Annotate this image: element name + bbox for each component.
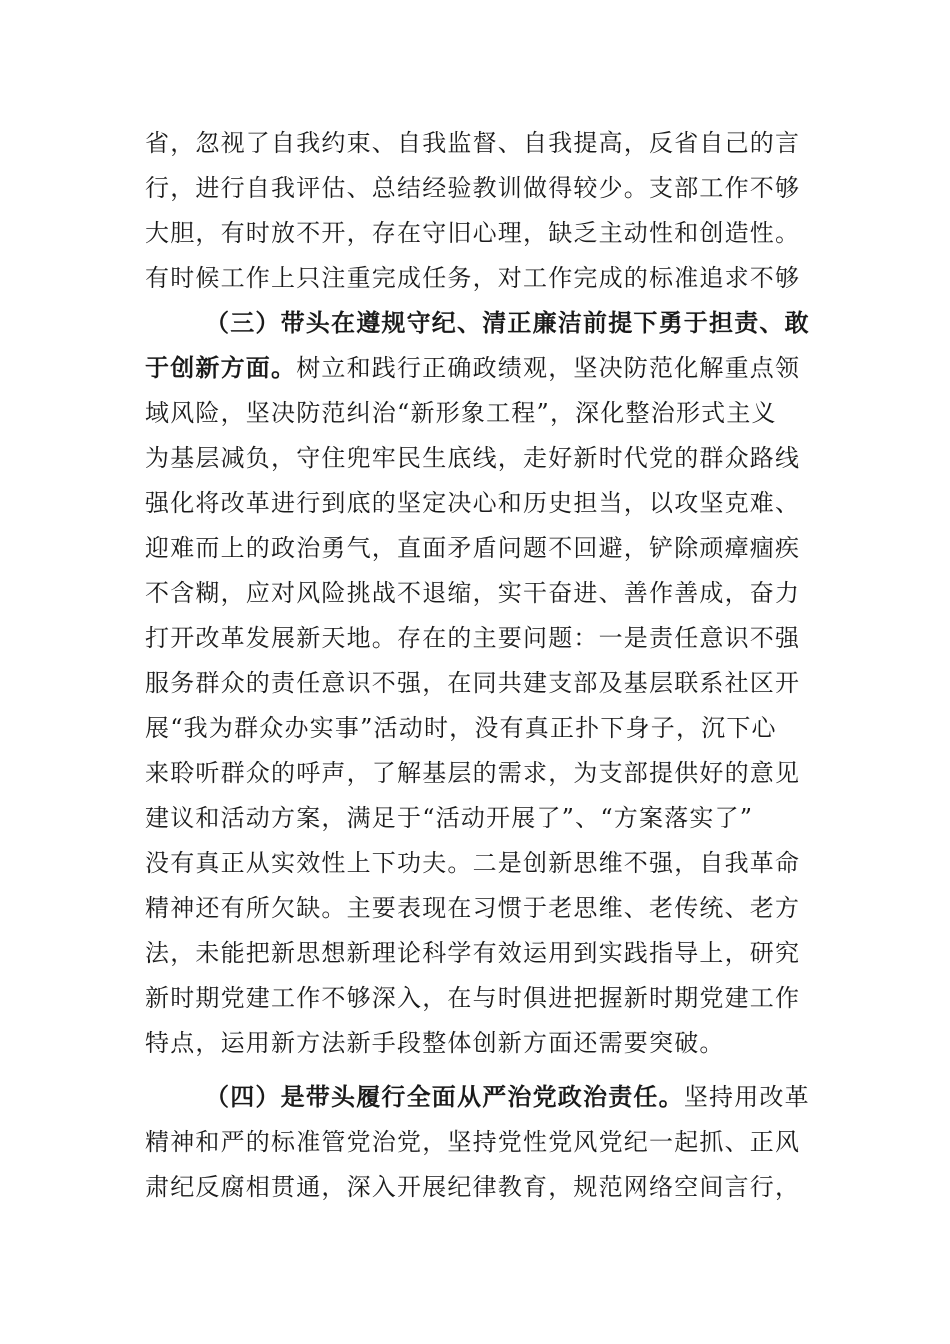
text-line: 展“我为群众办实事”活动时，没有真正扑下身子，沉下心 <box>145 714 777 742</box>
text-line: 没有真正从实效性上下功夫。二是创新思维不强，自我革命 <box>145 849 801 877</box>
text-line: 行，进行自我评估、总结经验教训做得较少。支部工作不够 <box>145 174 801 202</box>
text-line: 法，未能把新思想新理论科学有效运用到实践指导上，研究 <box>145 939 801 967</box>
text-line: 域风险，坚决防范纠治“新形象工程”，深化整治形式主义 <box>145 399 777 427</box>
text-line <box>145 1080 810 1114</box>
text-span: 坚持用改革 <box>683 1083 810 1111</box>
text-line: 为基层减负，守住兜牢民生底线，走好新时代党的群众路线 <box>145 444 801 472</box>
text-line: 服务群众的责任意识不强，在同共建支部及基层联系社区开 <box>145 669 801 697</box>
text-line: 肃纪反腐相贯通，深入开展纪律教育，规范网络空间言行， <box>145 1173 801 1201</box>
text-line: 大胆，有时放不开，存在守旧心理，缺乏主动性和创造性。 <box>145 219 801 247</box>
section-heading-3: （三）带头在遵规守纪、清正廉洁前提下勇于担责、敢 <box>205 308 810 337</box>
text-line: 建议和活动方案，满足于“活动开展了”、“方案落实了” <box>145 804 754 832</box>
text-line: 来聆听群众的呼声，了解基层的需求，为支部提供好的意见 <box>145 759 801 787</box>
text-line: 特点，运用新方法新手段整体创新方面还需要突破。 <box>145 1029 725 1057</box>
text-line: 精神和严的标准管党治党，坚持党性党风党纪一起抓、正风 <box>145 1128 801 1156</box>
text-line: 不含糊，应对风险挑战不退缩，实干奋进、善作善成，奋力 <box>145 579 801 607</box>
text-span: 树立和践行正确政绩观，坚决防范化解重点领 <box>296 354 801 382</box>
section-heading-3-cont: 于创新方面。 <box>145 353 297 382</box>
text-line: 省，忽视了自我约束、自我监督、自我提高，反省自己的言 <box>145 129 801 157</box>
text-line: 强化将改革进行到底的坚定决心和历史担当，以攻坚克难、 <box>145 489 801 517</box>
text-line: 打开改革发展新天地。存在的主要问题：一是责任意识不强 <box>145 624 801 652</box>
text-line: 新时期党建工作不够深入，在与时俱进把握新时期党建工作 <box>145 984 801 1012</box>
text-line: 精神还有所欠缺。主要表现在习惯于老思维、老传统、老方 <box>145 894 801 922</box>
text-line: 有时候工作上只注重完成任务，对工作完成的标准追求不够 <box>145 264 801 292</box>
text-line: 迎难而上的政治勇气，直面矛盾问题不回避，铲除顽瘴痼疾 <box>145 534 801 562</box>
section-heading-4: （四）是带头履行全面从严治党政治责任。 <box>205 1082 684 1111</box>
text-line <box>145 351 800 385</box>
